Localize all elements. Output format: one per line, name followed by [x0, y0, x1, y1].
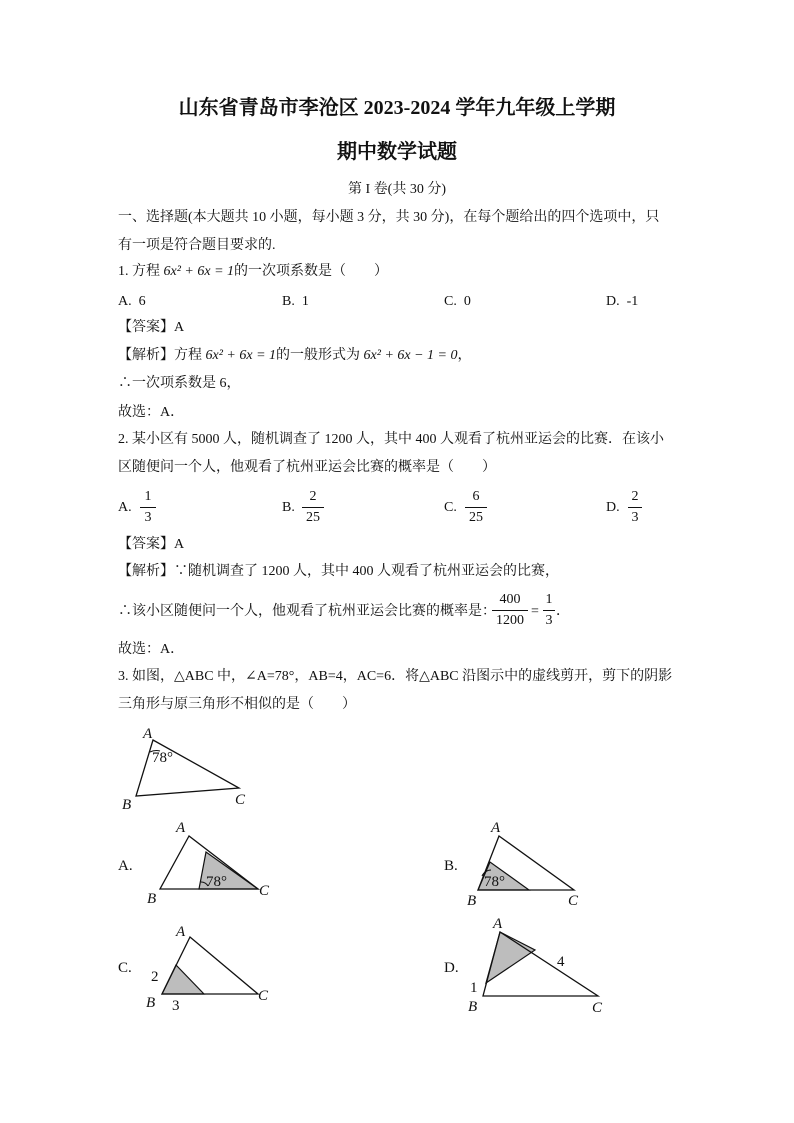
q1-option-c: C. 0	[444, 294, 471, 309]
q2-option-a-fraction: 1 3	[140, 488, 156, 527]
title-line-1: 山东省青岛市李沧区 2023-2024 学年九年级上学期	[178, 97, 616, 119]
q3-b-label-a: A	[491, 820, 501, 836]
section-heading-line-2: 有一项是符合题目要求的.	[118, 238, 276, 253]
q1-analysis: 【解析】方程 6x² + 6x = 1的一般形式为 6x² + 6x − 1 = 0，	[118, 348, 472, 363]
q2-analysis-period: ．	[556, 604, 570, 619]
q2-option-b-label: B.	[282, 500, 295, 515]
title-line-2: 期中数学试题	[337, 141, 457, 163]
q3-b-label-b: B	[467, 893, 477, 909]
q3-c-label-b: B	[146, 995, 156, 1011]
q2-analysis-fraction-2: 1 3	[543, 591, 555, 630]
q3-option-a-figure	[147, 820, 270, 907]
q1-stem-post: 的一次项系数是（ ）	[234, 264, 389, 279]
q3-option-b-figure	[467, 820, 579, 909]
q1-analysis-line-3: 故选：A．	[118, 405, 185, 420]
q1-stem-pre: 1. 方程	[118, 264, 164, 279]
q3-main-label-a: A	[143, 726, 153, 742]
q2-analysis-equals: =	[531, 604, 539, 619]
q3-main-angle-label: 78°	[152, 750, 173, 766]
q2-answer: 【答案】A	[118, 537, 185, 552]
q2-analysis-line-1: 【解析】∵随机调查了 1200 人，其中 400 人观看了杭州亚运会的比赛，	[118, 564, 559, 579]
q3-c-label-c: C	[258, 988, 269, 1004]
q3-c-label-a: A	[176, 924, 186, 940]
q1-analysis-line-2: ∴一次项系数是 6，	[118, 376, 241, 391]
q2-option-d-label: D.	[606, 500, 620, 515]
q1-option-b: B. 1	[282, 294, 309, 309]
q3-option-c-figure	[146, 924, 269, 1014]
q1-option-d: D. -1	[606, 294, 639, 309]
q2-stem-line-1: 2. 某小区有 5000 人，随机调查了 1200 人，其中 400 人观看了杭州亚运会的比赛．在该小	[118, 432, 664, 447]
q3-option-d-figure	[468, 916, 603, 1016]
q2-option-d-fraction: 2 3	[628, 488, 642, 527]
q3-d-label-b: B	[468, 999, 478, 1015]
q3-a-angle: 78°	[206, 874, 227, 890]
q3-a-label-b: B	[147, 891, 157, 907]
q2-analysis-fraction-1: 400 1200	[492, 591, 528, 630]
q3-stem-line-2: 三角形与原三角形不相似的是（ ）	[118, 697, 356, 712]
q3-main-triangle	[122, 726, 246, 813]
q2-option-c-label: C.	[444, 500, 457, 515]
q3-c-side-1: 2	[151, 969, 159, 985]
q3-d-label-a: A	[493, 916, 503, 932]
q3-d-label-c: C	[592, 1000, 603, 1016]
q3-stem-line-1: 3. 如图，△ABC 中，∠A=78°，AB=4，AC=6．将△ABC 沿图示中的虚线剪开，剪下的阴影	[118, 669, 673, 684]
q3-main-label-b: B	[122, 797, 132, 813]
q1-option-a: A. 6	[118, 294, 146, 309]
q2-analysis-line-3: 故选：A．	[118, 642, 185, 657]
q2-option-b-fraction: 2 25	[302, 488, 324, 527]
q2-stem-line-2: 区随便问一个人，他观看了杭州亚运会比赛的概率是（ ）	[118, 460, 496, 475]
q2-option-a-label: A.	[118, 500, 132, 515]
q3-b-label-c: C	[568, 893, 579, 909]
q1-answer: 【答案】A	[118, 320, 185, 335]
q3-option-b-label: B.	[444, 858, 458, 874]
q3-main-label-c: C	[235, 792, 246, 808]
q2-analysis-line-2: ∴该小区随便问一个人，他观看了杭州亚运会比赛的概率是：	[118, 604, 496, 619]
q3-option-c-label: C.	[118, 960, 132, 976]
volume-label: 第 I 卷(共 30 分)	[348, 182, 446, 197]
q3-d-side-1: 1	[470, 980, 478, 996]
q3-option-a-label: A.	[118, 858, 133, 874]
q3-c-side-2: 3	[172, 998, 180, 1014]
q3-option-d-label: D.	[444, 960, 459, 976]
section-heading-line-1: 一、选择题(本大题共 10 小题，每小题 3 分，共 30 分)，在每个题给出的四个选项中，只	[118, 210, 660, 225]
q3-a-label-c: C	[259, 883, 270, 899]
q3-a-label-a: A	[176, 820, 186, 836]
q2-option-c-fraction: 6 25	[465, 488, 487, 527]
q3-d-side-2: 4	[557, 954, 565, 970]
q1-equation: 6x² + 6x = 1	[163, 264, 235, 279]
q3-b-angle: 78°	[484, 874, 505, 890]
